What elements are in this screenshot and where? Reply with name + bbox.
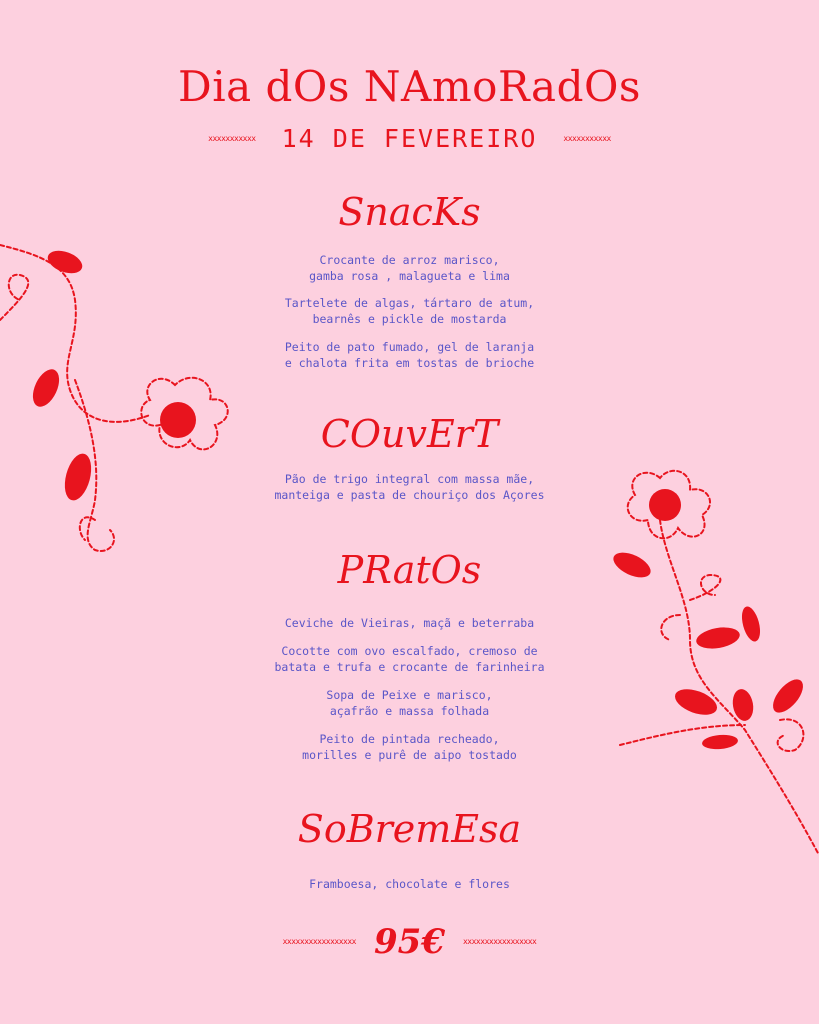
item-line: bearnês e pickle de mostarda [312,312,507,326]
stitch-left: xxxxxxxxxxxxxxxxx [282,937,356,946]
item-line: e chalota frita em tostas de brioche [284,356,535,370]
menu-item [0,643,819,675]
item-line: batata e trufa e crocante de farinheira [274,660,545,674]
item-line: Cocotte com ovo escalfado, cremoso de [281,644,538,658]
item-line: Ceviche de Vieiras, maçã e beterraba [284,616,535,630]
price-row [0,922,819,962]
stitch-right: xxxxxxxxxxx [563,133,611,143]
item-line: Sopa de Peixe e marisco, [326,688,493,702]
section-title-snacks: SnacKs [338,190,481,234]
item-line: gamba rosa , malagueta e lima [309,269,510,283]
menu-item [0,339,819,371]
stitch-right: xxxxxxxxxxxxxxxxx [462,937,537,946]
section-title-pratos: PRatOs [337,548,482,592]
item-line: Peito de pintada recheado, [319,732,500,746]
menu-price: 95€ [374,922,445,962]
menu-item [0,876,819,892]
item-line: açafrão e massa folhada [329,704,490,718]
stitch-left: xxxxxxxxxxx [208,133,256,143]
item-line: Pão de trigo integral com massa mãe, [284,472,535,486]
menu-item [0,471,819,503]
menu-item [0,687,819,719]
item-line: Framboesa, chocolate e flores [309,877,510,891]
item-line: manteiga e pasta de chouriço dos Açores [274,488,545,502]
item-line: Crocante de arroz marisco, [319,253,500,267]
item-line: morilles e purê de aipo tostado [302,748,517,762]
section-title-sobremesa: SoBremEsa [297,807,522,851]
menu-item [0,252,819,284]
event-date: 14 DE FEVEREIRO [281,124,538,153]
item-line: Tartelete de algas, tártaro de atum, [284,296,535,310]
date-row [0,124,819,153]
menu-item [0,731,819,763]
menu-item [0,295,819,327]
item-line: Peito de pato fumado, gel de laranja [284,340,535,354]
left-leaf-2 [28,365,65,411]
menu-title: Dia dOs NAmoRadOs [178,62,641,111]
menu-item [0,615,819,631]
section-title-couvert: COuvErT [320,412,499,456]
